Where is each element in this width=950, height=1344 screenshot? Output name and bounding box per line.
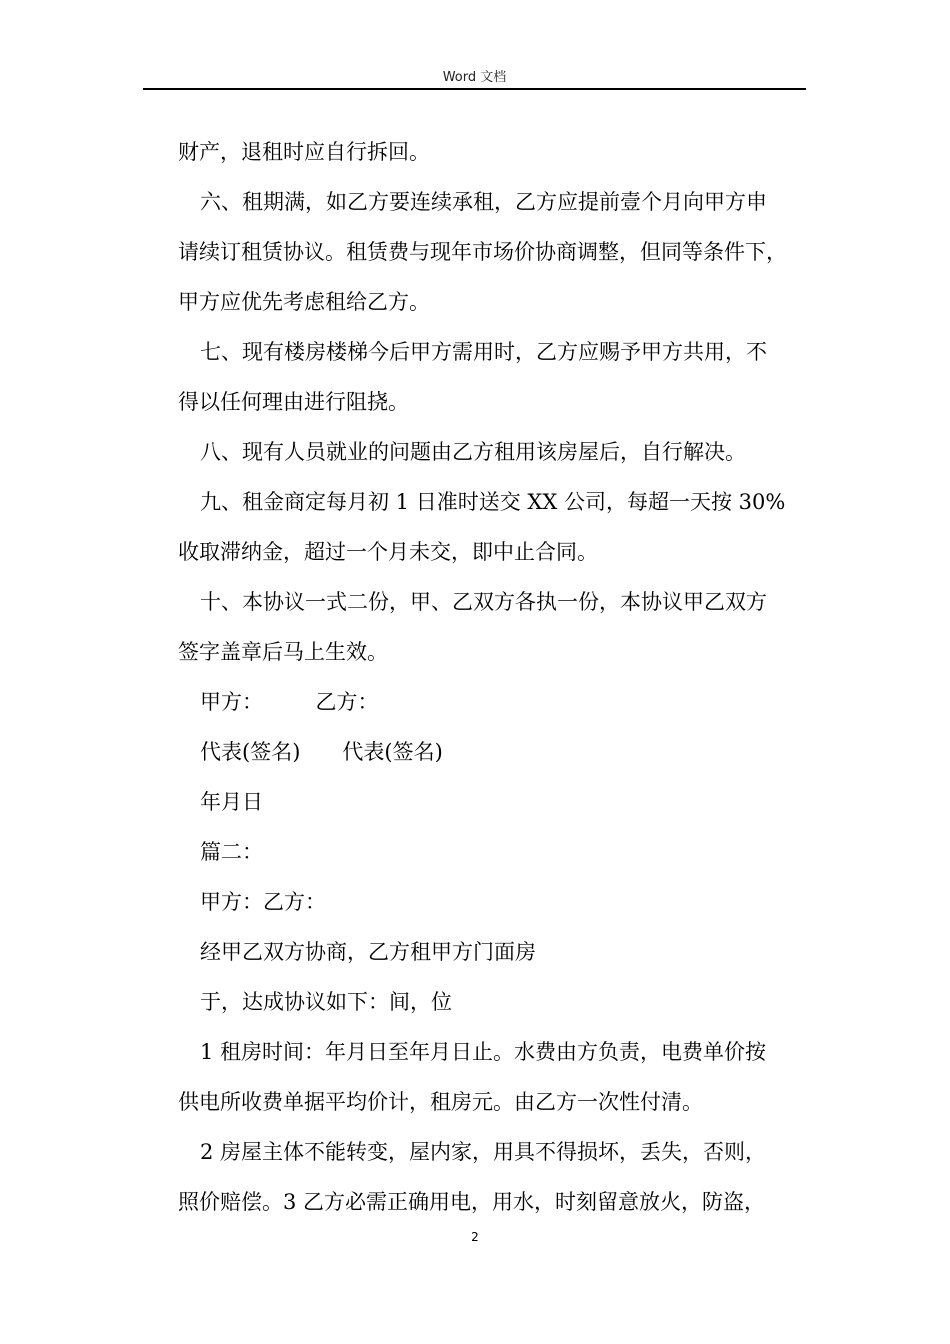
text-line: 九、租金商定每月初 1 日准时送交 XX 公司，每超一天按 30%	[200, 490, 786, 514]
text-line: 收取滞纳金，超过一个月未交，即中止合同。	[178, 540, 598, 564]
text-line: 六、租期满，如乙方要连续承租，乙方应提前壹个月向甲方申	[200, 190, 767, 214]
page-number: 2	[471, 1230, 479, 1244]
text-line: 十、本协议一式二份，甲、乙双方各执一份，本协议甲乙双方	[200, 590, 767, 614]
text-line: 甲方：乙方：	[200, 890, 326, 914]
text-line: 照价赔偿。3 乙方必需正确用电，用水，时刻留意放火，防盗，	[178, 1190, 766, 1214]
text-line: 财产，退租时应自行拆回。	[178, 140, 430, 164]
text-line: 甲方应优先考虑租给乙方。	[178, 290, 430, 314]
text-line: 请续订租赁协议。租赁费与现年市场价协商调整，但同等条件下，	[178, 240, 787, 264]
text-line: 1 租房时间：年月日至年月日止。水费由方负责，电费单价按	[200, 1040, 767, 1064]
text-line: 于，达成协议如下：间，位	[200, 990, 452, 1014]
text-line: 篇二：	[200, 840, 263, 864]
document-body	[178, 127, 818, 1227]
text-line: 得以任何理由进行阻挠。	[178, 390, 409, 414]
text-line: 七、现有楼房楼梯今后甲方需用时，乙方应赐予甲方共用，不	[200, 340, 767, 364]
text-line: 签字盖章后马上生效。	[178, 640, 388, 664]
text-line: 供电所收费单据平均价计，租房元。由乙方一次性付清。	[178, 1090, 703, 1114]
text-line: 八、现有人员就业的问题由乙方租用该房屋后，自行解决。	[200, 440, 746, 464]
text-line: 2 房屋主体不能转变，屋内家，用具不得损坏，丢失，否则，	[200, 1140, 767, 1164]
text-line: 年月日	[200, 790, 263, 814]
header-divider	[143, 88, 806, 90]
text-line: 经甲乙双方协商，乙方租甲方门面房	[200, 940, 536, 964]
page-header-title: Word 文档	[442, 70, 507, 85]
text-line: 甲方： 乙方：	[200, 690, 379, 714]
text-line: 代表(签名) 代表(签名)	[200, 740, 443, 764]
